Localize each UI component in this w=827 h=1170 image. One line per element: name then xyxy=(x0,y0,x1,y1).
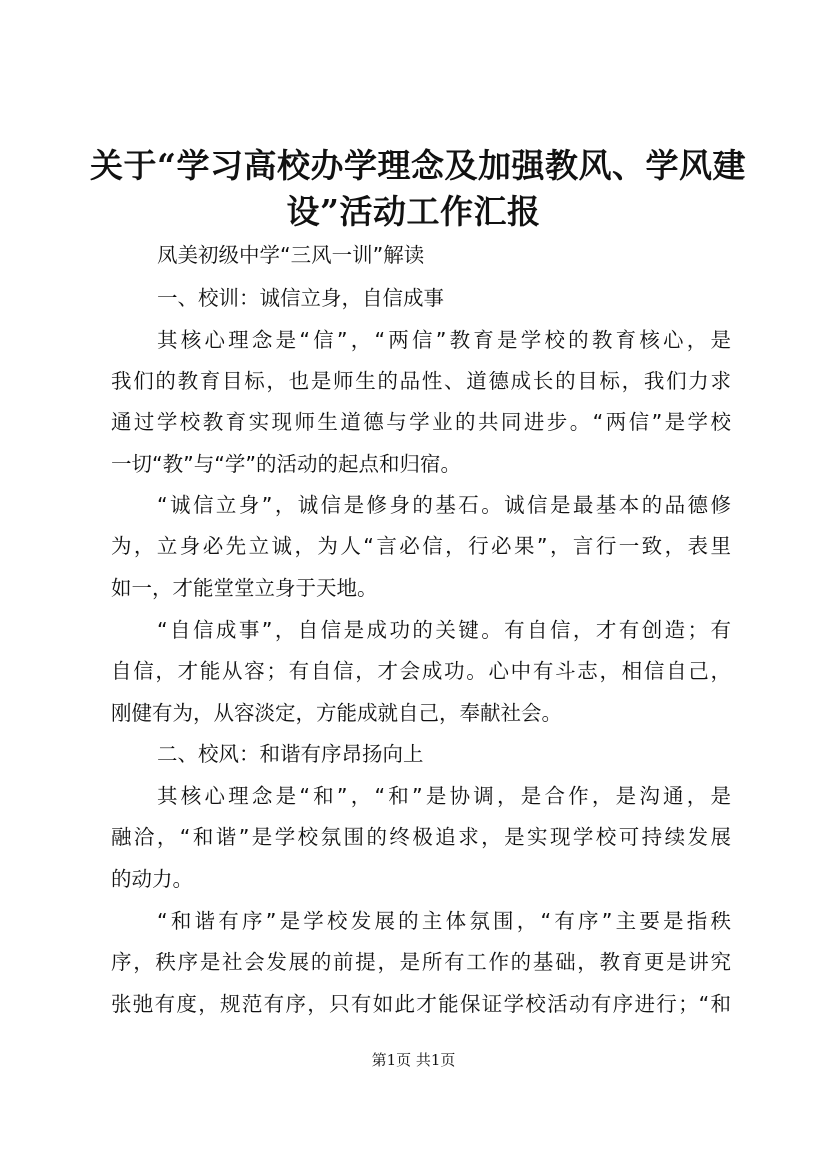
document-title-line-1: 关于“学习高校办学理念及加强教风、学风建 xyxy=(90,146,746,185)
paragraph-line: 张弛有度，规范有序，只有如此才能保证学校活动有序进行；“和 xyxy=(111,992,731,1016)
paragraph-line: 自信，才能从容；有自信，才会成功。心中有斗志，相信自己， xyxy=(111,659,731,683)
paragraph-line: 其核心理念是“和”，“和”是协调，是合作，是沟通，是 xyxy=(157,784,731,808)
paragraph-line: “诚信立身”，诚信是修身的基石。诚信是最基本的品德修 xyxy=(157,493,731,517)
page-number-footer: 第1页 共1页 xyxy=(371,1051,456,1069)
paragraph-line: 一切“教”与“学”的活动的起点和归宿。 xyxy=(111,452,461,476)
paragraph-line: 为，立身必先立诚，为人“言必信，行必果”，言行一致，表里 xyxy=(111,534,731,558)
paragraph-line: 刚健有为，从容淡定，方能成就自己，奉献社会。 xyxy=(111,701,562,725)
section-heading-school-spirit: 二、校风：和谐有序昂扬向上 xyxy=(157,742,424,766)
paragraph-line: 我们的教育目标，也是师生的品性、道德成长的目标，我们力求 xyxy=(111,369,731,393)
paragraph-line: “自信成事”，自信是成功的关键。有自信，才有创造；有 xyxy=(157,618,731,642)
paragraph-line: 其核心理念是“信”，“两信”教育是学校的教育核心，是 xyxy=(157,328,731,352)
paragraph-line: 融洽，“和谐”是学校氛围的终极追求，是实现学校可持续发展 xyxy=(111,825,731,849)
paragraph-line: 的动力。 xyxy=(111,867,193,891)
section-heading-motto: 一、校训：诚信立身，自信成事 xyxy=(157,286,444,310)
document-title-line-2: 设”活动工作汇报 xyxy=(286,192,541,231)
document-subtitle: 凤美初级中学“三风一训”解读 xyxy=(157,243,425,267)
paragraph-line: “和谐有序”是学校发展的主体氛围，“有序”主要是指秩 xyxy=(157,909,731,933)
paragraph-line: 通过学校教育实现师生道德与学业的共同进步。“两信”是学校 xyxy=(111,410,731,434)
paragraph-line: 序，秩序是社会发展的前提，是所有工作的基础，教育更是讲究 xyxy=(111,950,731,974)
paragraph-line: 如一，才能堂堂立身于天地。 xyxy=(111,576,378,600)
